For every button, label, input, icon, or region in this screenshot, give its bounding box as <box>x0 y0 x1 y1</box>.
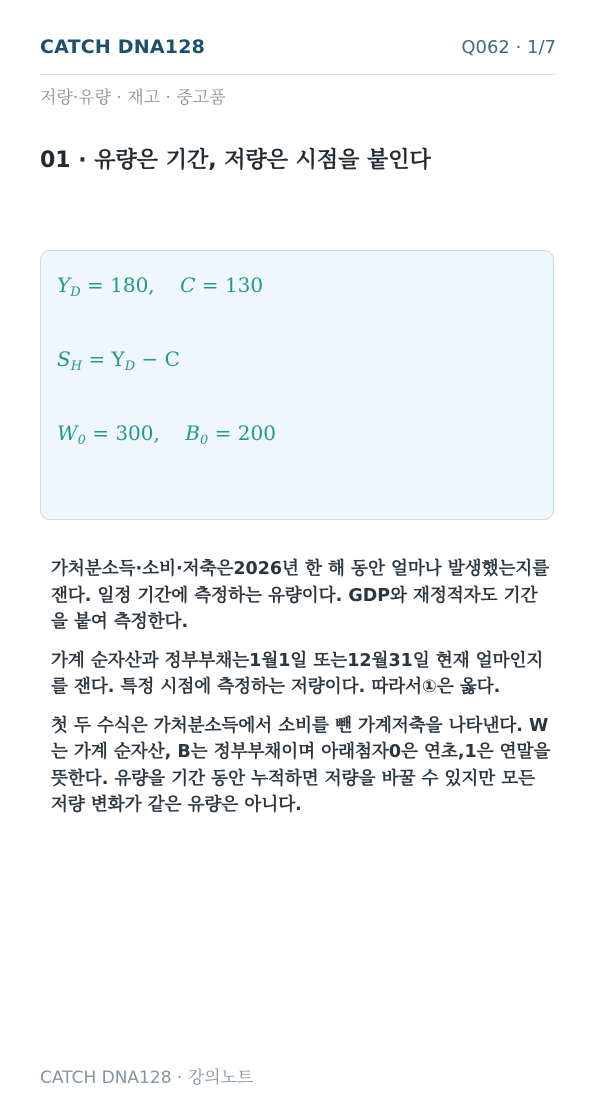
formula-yd-value: = 180, <box>87 273 155 297</box>
formula-saving-minus: − C <box>135 347 180 371</box>
formula-w0-value: = 300, <box>92 421 160 445</box>
formula-saving: $S_H = Y_D - C$ <box>57 347 180 374</box>
brand-logo: CATCH DNA128 <box>40 36 206 58</box>
paragraph-formula-note: 첫 두 수식은 가처분소득에서 소비를 뺀 가계저축을 나타낸다. W는 가계 순자산, B는 정부부채이며 아래첨자0은 연초,1은 연말을 뜻한다. 유량을 기간 동안 누적하면 저량을 바꿀 수 있지만 모든 저량 변화가 같은 유량은 아니다. <box>51 715 551 815</box>
formula-income-consumption: $Y_D = 180$, C = 130 <box>57 273 264 300</box>
breadcrumb: 저량·유량 · 재고 · 중고품 <box>40 88 226 108</box>
page-footer: CATCH DNA128 · 강의노트 <box>40 1068 254 1088</box>
page-title: 01 · 유량은 기간, 저량은 시점을 붙인다 <box>40 148 431 173</box>
page-header <box>40 36 556 75</box>
explanation-body <box>51 556 551 831</box>
formula-saving-expr: = Y <box>88 347 125 371</box>
paragraph-stock: 가계 순자산과 정부부채는1월1일 또는12월31일 현재 얼마인지를 잰다. 특정 시점에 측정하는 저량이다. 따라서①은 옳다. <box>51 650 544 697</box>
formula-b0-value: = 200 <box>214 421 276 445</box>
formula-box <box>40 250 554 520</box>
paragraph-flow: 가처분소득·소비·저축은2026년 한 해 동안 얼마나 발생했는지를 잰다. 일정 기간에 측정하는 유량이다. GDP와 재정적자도 기간을 붙여 측정한다. <box>51 559 550 632</box>
question-counter: Q062 · 1/7 <box>461 37 556 58</box>
formula-c-value: = 130 <box>201 273 264 297</box>
formula-stock-initial: $W_0 = 300$, $B_0 = 200$ <box>57 421 276 448</box>
